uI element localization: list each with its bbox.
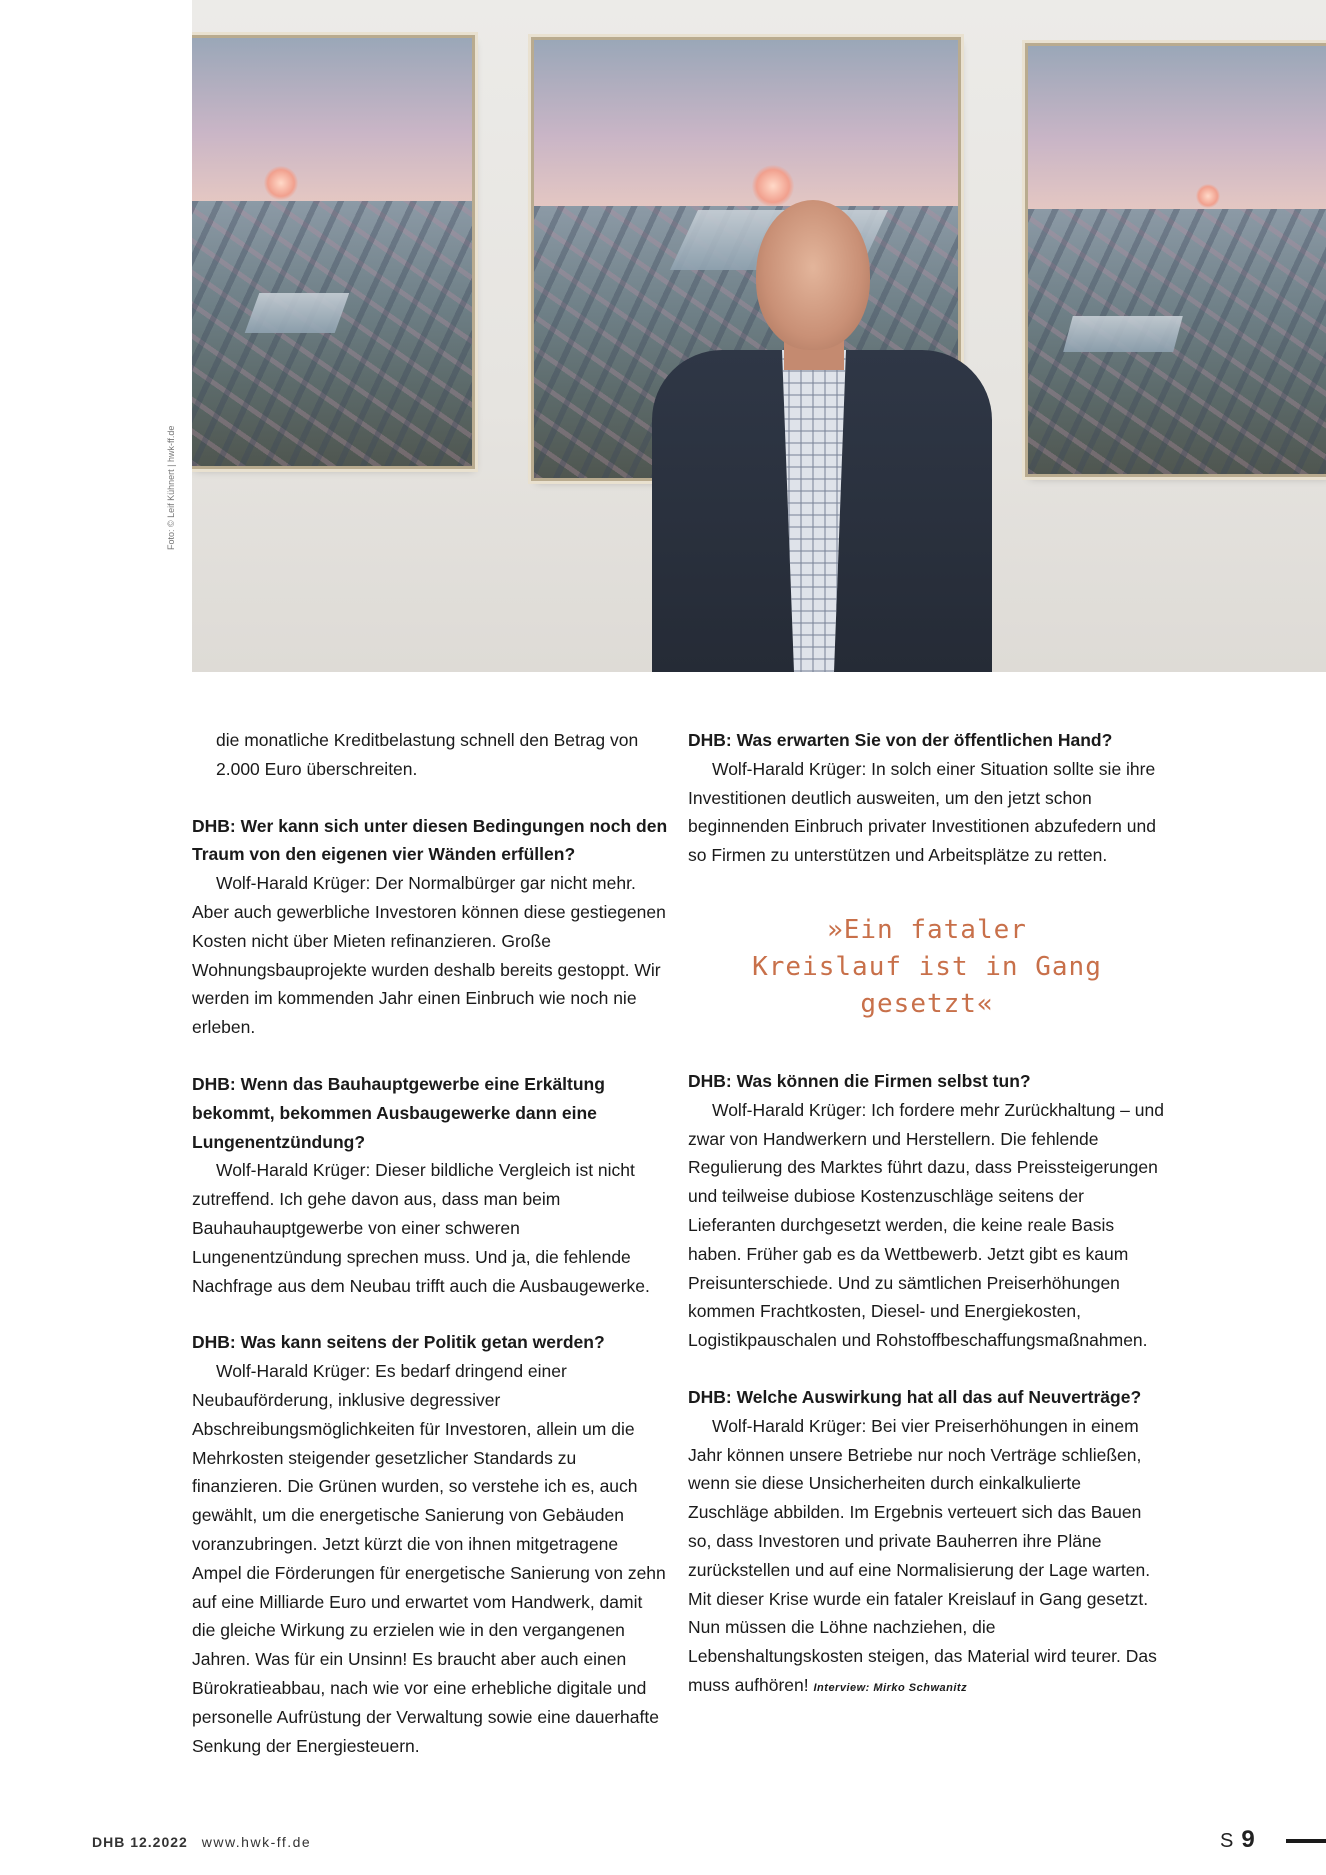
pull-quote-line: Kreislauf ist in Gang	[752, 951, 1102, 982]
website-link[interactable]: www.hwk-ff.de	[201, 1834, 312, 1850]
question-heading: DHB: Was erwarten Sie von der öffentlichen Hand?	[688, 730, 1113, 750]
answer-paragraph: Wolf-Harald Krüger: Der Normalbürger gar nicht mehr. Aber auch gewerbliche Investoren können diese gestiegenen Kosten nicht über Mieten refinanzieren. Große Wohnungsbauprojekte wurden deshalb bereits gestoppt. Wir werden im kommenden Jahr einen Einbruch wie noch nie erleben.	[192, 873, 666, 1038]
question-heading: DHB: Was kann seitens der Politik getan werden?	[192, 1332, 605, 1353]
answer-paragraph: Wolf-Harald Krüger: In solch einer Situation sollte sie ihre Investitionen deutlich ausweiten, um den jetzt schon beginnenden Einbruch privater Investitionen abzufedern und so Firmen zu unterstützen und Arbeitsplätze zu retten.	[688, 758, 1156, 866]
page-number-value: 9	[1241, 1826, 1255, 1853]
page-prefix: S	[1220, 1830, 1234, 1852]
left-column	[192, 726, 670, 1760]
answer-paragraph	[688, 1412, 1166, 1703]
question-heading: DHB: Welche Auswirkung hat all das auf Neuverträge?	[688, 1386, 1142, 1407]
answer-continuation: die monatliche Kreditbelastung schnell den Betrag von 2.000 Euro überschreiten.	[216, 730, 639, 779]
pull-quote	[688, 912, 1166, 1023]
question-heading: DHB: Wer kann sich unter diesen Bedingungen noch den Traum von den eigenen vier Wänden erfüllen?	[192, 815, 668, 865]
footer-publication	[92, 1834, 311, 1850]
painting-left	[192, 38, 472, 466]
right-column	[688, 726, 1166, 1703]
issue-label: DHB 12.2022	[92, 1834, 188, 1850]
answer-paragraph: Wolf-Harald Krüger: Dieser bildliche Vergleich ist nicht zutreffend. Ich gehe davon aus, dass man beim Bauhauhauptgewerbe von einer schweren Lungenentzündung sprechen muss. Und ja, die fehlende Nachfrage aus dem Neubau trifft auch die Ausbaugewerke.	[192, 1160, 650, 1296]
person-portrait	[652, 200, 992, 672]
answer-text: Wolf-Harald Krüger: Bei vier Preiserhöhungen in einem Jahr können unsere Betriebe nur noch Verträge schließen, wenn sie diese Unsicherheiten durch einkalkulierte Zuschläge abbilden. Im Ergebnis verteuert sich das Bauen so, dass Investoren und private Bauherren ihre Pläne zurückstellen und auf eine Normalisierung der Lage warten. Mit dieser Krise wurde ein fataler Kreislauf in Gang gesetzt. Nun müssen die Löhne nachziehen, die Lebenshaltungskosten steigen, das Material wird teurer. Das muss aufhören!	[688, 1415, 1157, 1695]
answer-paragraph: Wolf-Harald Krüger: Es bedarf dringend einer Neubauförderung, inklusive degressiver Abschreibungsmöglichkeiten für Investoren, allein um die Mehrkosten steigender gesetzlicher Standards zu finanzieren. Die Grünen wurden, so verstehe ich es, auch gewählt, um die energetische Sanierung von Gebäuden voranzubringen. Jetzt kürzt die von ihnen mitgetragene Ampel die Förderungen für energetische Sanierung von zehn auf eine Milliarde Euro und erwartet vom Handwerk, damit die gleiche Wirkung zu erzielen wie in den vergangenen Jahren. Was für ein Unsinn! Es braucht aber auch einen Bürokratieabbau, nach wie vor eine erhebliche digitale und personelle Aufrüstung der Verwaltung sowie eine dauerhafte Senkung der Energiesteuern.	[192, 1361, 666, 1756]
pull-quote-line: »Ein fataler	[827, 914, 1027, 945]
question-heading: DHB: Was können die Firmen selbst tun?	[688, 1070, 1031, 1091]
interview-credit: Interview: Mirko Schwanitz	[813, 1681, 968, 1694]
photo-credit: Foto: © Leif Kühnert | hwk-ff.de	[166, 425, 176, 550]
answer-paragraph: Wolf-Harald Krüger: Ich fordere mehr Zurückhaltung – und zwar von Handwerkern und Herstellern. Die fehlende Regulierung des Marktes führt dazu, dass Preissteigerungen und teilweise dubiose Kostenzuschläge seitens der Lieferanten durchgesetzt werden, die keine reale Basis haben. Früher gab es da Wettbewerb. Jetzt gibt es kaum Preisunterschiede. Und zu sämtlichen Preiserhöhungen kommen Frachtkosten, Diesel- und Energiekosten, Logistikpauschalen und Rohstoffbeschaffungsmaßnahmen.	[688, 1099, 1164, 1351]
footer-rule	[1286, 1839, 1326, 1843]
page-number	[1220, 1826, 1255, 1854]
portrait-photo	[192, 0, 1326, 672]
question-heading: DHB: Wenn das Bauhauptgewerbe eine Erkältung bekommt, bekommen Ausbaugewerke dann eine Lungenentzündung?	[192, 1073, 605, 1152]
painting-right	[1028, 46, 1326, 474]
pull-quote-line: gesetzt«	[860, 988, 994, 1019]
